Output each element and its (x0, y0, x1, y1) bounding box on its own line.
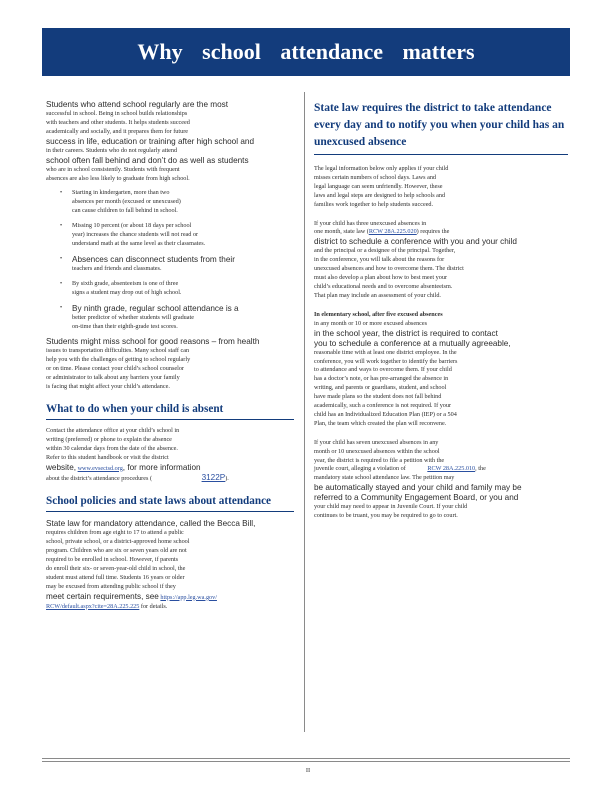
policy-line: program. Children who are six or seven years old are not (46, 547, 187, 555)
three-absences-line: unexcused absences and how to overcome them. The district (314, 265, 464, 273)
procedure-text: about the district’s attendance procedures ( (46, 475, 153, 483)
intro-line: who are in school consistently. Students with frequent (46, 165, 180, 173)
good-reasons-line: or on time. Please contact your child’s school counselor (46, 365, 184, 373)
list-item-line: absences per month (excused or unexcused) (72, 198, 181, 206)
legal-line: families work together to help students succeed. (314, 200, 434, 208)
list-item (46, 280, 294, 298)
elementary-line: child has an Individualized Education Plan (IEP) or a 504 (314, 410, 457, 418)
list-item-line: signs a student may drop out of high school. (72, 288, 182, 296)
good-reasons-line: help you with the challenges of getting to school regularly (46, 356, 191, 364)
intro-line: academically and socially, and it prepares them for future (46, 127, 189, 135)
list-item (46, 304, 294, 332)
column-divider (304, 92, 305, 732)
policy-link-part2[interactable]: RCW/default.aspx?cite=28A.225.225 (46, 602, 140, 610)
procedure-end: ). (225, 475, 229, 483)
procedure-line (46, 473, 294, 484)
seven-absences-line8: your child may need to appear in Juvenile Court. If your child (314, 503, 468, 511)
policy-details: for details. (140, 602, 168, 610)
legal-line: The legal information below only applies if your child (314, 165, 449, 172)
list-item-line: Missing 10 percent (or about 18 days per school (72, 222, 192, 230)
list-item-line: better predictor of whether students will graduate (72, 313, 194, 321)
seven-absences-line5: mandatory state school attendance law. The petition may (314, 474, 455, 482)
page-title-banner (42, 28, 570, 76)
absent-line: within 30 calendar days from the date of the absence. (46, 444, 178, 452)
policy-line: required to be enrolled in school. However, if parents (46, 556, 179, 564)
seven-absences-line3: year, the district is required to file a petition with the (314, 456, 445, 464)
three-absences-line: That plan may include an assessment of your child. (314, 291, 441, 299)
list-item-line: teachers and friends and classmates. (72, 264, 162, 272)
policy-meet: meet certain requirements, see (46, 591, 159, 601)
page-number: II (305, 767, 311, 774)
elementary-line: conference, you will work together to identify the barriers (314, 357, 458, 365)
seven-absences-line4: juvenile court, alleging a violation of (314, 465, 406, 473)
seven-absences-line6: be automatically stayed and your child and family may be (314, 483, 522, 493)
elementary-line: has a doctor’s note, or has pre-arranged the absence in (314, 375, 449, 383)
policy-line: student must attend full time. Students 16 years or older (46, 573, 185, 581)
seven-absences-line9: continues to be truant, you may be required to go to court. (314, 512, 458, 520)
intro-line: school often fall behind and don’t do as well as students (46, 155, 249, 165)
policy-line: do enroll their six- or seven-year-old child in school, the (46, 565, 186, 572)
bullet-icon: • (60, 190, 63, 197)
policy-line: may be excused from attending public school if they (46, 582, 176, 590)
elementary-line3: you to schedule a conference at a mutually agreeable, (314, 338, 511, 348)
elementary-paragraph (314, 311, 568, 429)
left-column (46, 100, 294, 612)
intro-line: successful in school. Being in school builds relationships (46, 110, 188, 117)
absent-line: Refer to this student handbook or visit the district (46, 453, 169, 461)
intro-paragraph (46, 100, 294, 183)
seven-absences-paragraph (314, 439, 568, 521)
procedure-link[interactable]: 3122P (201, 473, 226, 483)
list-item-line: year) increases the chance students will not read or (72, 231, 199, 239)
three-absences-line: in the conference, you will talk about the reasons for (314, 256, 445, 264)
rcw-020-link[interactable]: RCW 28A.225.020 (368, 228, 417, 236)
legal-info-paragraph (314, 165, 568, 210)
three-absences-line: and the principal or a designee of the principal. Together, (314, 247, 456, 255)
list-item-line: Absences can disconnect students from their (72, 254, 235, 264)
website-prefix: website, (46, 462, 77, 472)
policy-link-part1[interactable]: https://app.leg.wa.gov/ (160, 593, 217, 601)
list-item (46, 255, 294, 274)
three-absences-paragraph (314, 220, 568, 301)
intro-line: Students who attend school regularly are the most (46, 100, 229, 109)
three-absences-line: child’s educational needs and to overcome absenteeism. (314, 282, 453, 290)
legal-line: laws and legal steps are designed to help schools and (314, 191, 446, 199)
list-item (46, 189, 294, 216)
three-absences-line3: district to schedule a conference with you and your child (314, 237, 517, 247)
intro-line: absences are also less likely to graduate from high school. (46, 174, 190, 182)
policy-line: school, private school, or a district-approved home school (46, 538, 190, 546)
elementary-line: writing, and parents or guardians, student, and school (314, 384, 447, 392)
policy-paragraph (46, 519, 294, 611)
list-item-line: By sixth grade, absenteeism is one of three (72, 279, 179, 287)
elementary-line1: in any month or 10 or more excused absences (314, 319, 428, 327)
page-title: Why school attendance matters (137, 39, 475, 64)
elementary-line: reasonable time with at least one district employee. In the (314, 348, 457, 356)
elementary-line2: in the school year, the district is required to contact (314, 328, 498, 338)
rcw-010-link[interactable]: RCW 28A.225.010 (427, 465, 476, 473)
seven-absences-line4-end: , the (475, 465, 486, 473)
bullet-icon: • (60, 255, 63, 262)
bullet-icon: • (60, 223, 63, 230)
seven-absences-line1: If your child has seven unexcused absences in any (314, 438, 439, 446)
absent-line: Contact the attendance office at your child’s school in (46, 426, 180, 434)
district-website-link[interactable]: www.evsectsd.org (77, 464, 123, 472)
elementary-line: Plan, the team which created the plan will reconvene. (314, 419, 447, 427)
facts-list (46, 189, 294, 331)
policy-heading: School policies and state laws about attendance (46, 494, 294, 512)
three-absences-line: must also develop a plan about how to best meet your (314, 274, 448, 282)
policy-intro: State law for mandatory attendance, called the Becca Bill, (46, 519, 256, 529)
footer-rule-secondary (42, 761, 570, 762)
absent-heading: What to do when your child is absent (46, 402, 294, 420)
bullet-icon: • (60, 280, 63, 287)
website-suffix: , for more information (122, 462, 201, 472)
intro-line: success in life, education or training after high school and (46, 136, 254, 146)
intro-line: with teachers and other students. It helps students succeed (46, 118, 190, 126)
policy-line: requires children from age eight to 17 to attend a public (46, 529, 184, 537)
good-reasons-paragraph (46, 337, 294, 392)
elementary-heading: In elementary school, after five excused absences (314, 310, 443, 318)
list-item-line: can cause children to fall behind in school. (72, 207, 178, 215)
absent-line: writing (preferred) or phone to explain the absence (46, 435, 172, 443)
three-absences-line1: If your child has three unexcused absences in (314, 219, 427, 227)
list-item-line: By ninth grade, regular school attendance is a (72, 303, 239, 313)
three-absences-line2: one month, state law ( (314, 228, 369, 236)
elementary-line: academically, such a conference is not required. If your (314, 402, 452, 410)
website-line (46, 463, 294, 474)
list-item-line: on-time than their eighth-grade test scores. (72, 322, 178, 330)
good-reasons-line: Students might miss school for good reasons – from health (46, 337, 260, 347)
good-reasons-line: or administrator to talk about any barriers your family (46, 374, 180, 382)
legal-line: legal language can seem unfriendly. However, these (314, 182, 443, 190)
elementary-line: have made plans so the student does not fall behind (314, 393, 442, 401)
list-item-line: understand math at the same level as their classmates. (72, 239, 206, 247)
intro-line: in their careers. Students who do not regularly attend (46, 146, 178, 154)
list-item (46, 222, 294, 249)
state-law-heading: State law requires the district to take attendance every day and to notify you when your child has an unexcused absence (314, 100, 568, 155)
right-column (314, 100, 568, 521)
three-absences-line2-end: ) requires the (416, 228, 450, 236)
absent-paragraph (46, 427, 294, 463)
good-reasons-line: issues to transportation difficulties. Many school staff can (46, 347, 190, 355)
seven-absences-line7: referred to a Community Engagement Board, or you and (314, 493, 519, 503)
elementary-line: to attendance and ways to overcome them. If your child (314, 366, 452, 374)
good-reasons-line: is facing that might affect your child’s attendance. (46, 383, 170, 391)
seven-absences-line2: month or 10 unexcused absences within the school (314, 447, 440, 455)
list-item-line: Starting in kindergarten, more than two (72, 189, 170, 197)
bullet-icon: • (60, 304, 63, 311)
legal-line: misses certain numbers of school days. Laws and (314, 173, 437, 181)
footer-rule (42, 758, 570, 759)
